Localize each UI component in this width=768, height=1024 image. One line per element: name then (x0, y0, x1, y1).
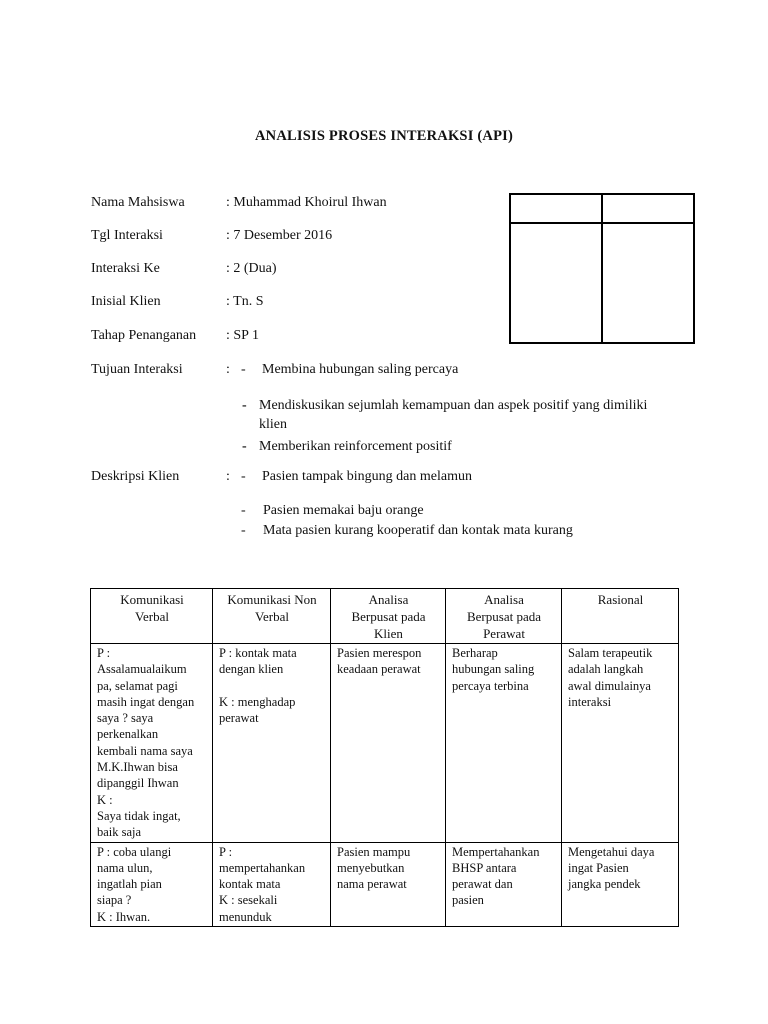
header-analisa-perawat (446, 589, 562, 644)
cell-verbal (91, 644, 213, 843)
cell-text-line: Berharap (452, 646, 498, 660)
cell-analisa-perawat (446, 644, 562, 843)
cell-rasional (562, 842, 679, 926)
header-analisa-klien (331, 589, 446, 644)
cell-text-line: menyebutkan (337, 860, 405, 875)
tujuan-item-2: Mendiskusikan sejumlah kemampuan dan aspek positif yang dimiliki (259, 398, 648, 413)
cell-text-line: jangka pendek (568, 877, 641, 892)
table-header-row (91, 589, 679, 644)
cell-text-line: P : kontak mata (219, 646, 297, 660)
cell-text-line: M.K.Ihwan bisa (97, 760, 178, 775)
cell-text-line: K : Ihwan. (97, 909, 151, 924)
document-title: ANALISIS PROSES INTERAKSI (API) (255, 128, 513, 144)
cell-text-line: Perawat (483, 626, 525, 641)
cell-text-line: pasien (452, 893, 484, 908)
cell-text-line: pa, selamat pagi (97, 678, 178, 693)
deskripsi-dash-1: - (241, 469, 246, 484)
cell-text-line: baik saja (97, 825, 142, 840)
field-label-interaksi-ke: Interaksi Ke (91, 261, 160, 276)
cell-text-line: Berpusat pada (351, 609, 426, 624)
deskripsi-item-1: Pasien tampak bingung dan melamun (262, 469, 472, 484)
cell-text-line: ingat Pasien (568, 860, 629, 875)
field-label-nama: Nama Mahsiswa (91, 195, 185, 210)
interaction-analysis-table (90, 588, 679, 927)
cell-text-line: Analisa (484, 592, 524, 607)
cell-text-line: P : (97, 646, 111, 660)
cell-text-line: P : (219, 844, 233, 859)
deskripsi-dash-2: - (241, 503, 246, 518)
cell-non-verbal (213, 842, 331, 926)
field-value-nama: : Muhammad Khoirul Ihwan (226, 195, 387, 210)
cell-text-line: Saya tidak ingat, (97, 808, 181, 823)
cell-text-line: keadaan perawat (337, 662, 421, 677)
table-row (91, 842, 679, 926)
deskripsi-colon: : (226, 469, 230, 484)
cell-text-line: mempertahankan (219, 860, 306, 875)
tujuan-item-3: Memberikan reinforcement positif (259, 439, 452, 454)
table-row (91, 644, 679, 843)
cell-text-line: kembali nama saya (97, 743, 193, 758)
cell-text-line: Pasien mampu (337, 844, 411, 859)
field-label-tahap: Tahap Penanganan (91, 328, 197, 343)
cell-text-line: Mempertahankan (452, 844, 540, 859)
cell-text-line: Komunikasi (120, 592, 184, 607)
cell-text-line: Rasional (597, 592, 644, 607)
cell-text-line: interaksi (568, 694, 612, 709)
header-rasional (562, 589, 679, 644)
field-value-inisial: : Tn. S (226, 294, 264, 309)
cell-text-line: K : menghadap (219, 694, 296, 709)
cell-text-line: menunduk (219, 909, 272, 924)
cell-text-line: saya ? saya (97, 711, 154, 726)
field-value-interaksi-ke: : 2 (Dua) (226, 261, 277, 276)
cell-text-line: ingatlah pian (97, 877, 162, 892)
field-label-inisial: Inisial Klien (91, 294, 161, 309)
cell-text-line (219, 678, 325, 694)
deskripsi-label: Deskripsi Klien (91, 469, 180, 484)
cell-non-verbal (213, 644, 331, 843)
cell-text-line: Berpusat pada (466, 609, 541, 624)
cell-rasional (562, 644, 679, 843)
cell-analisa-perawat (446, 842, 562, 926)
cell-text-line: Pasien merespon (337, 646, 422, 660)
cell-text-line: kontak mata (219, 877, 281, 892)
cell-text-line: siapa ? (97, 893, 132, 908)
cell-text-line: Salam terapeutik (568, 646, 653, 660)
cell-text-line: perkenalkan (97, 727, 159, 742)
cell-text-line: K : (97, 792, 113, 807)
signature-box (509, 193, 695, 344)
cell-text-line: percaya terbina (452, 678, 529, 693)
cell-text-line: nama ulun, (97, 860, 153, 875)
cell-text-line: adalah langkah (568, 662, 644, 677)
cell-text-line: Assalamualaikum (97, 662, 187, 677)
cell-text-line: nama perawat (337, 877, 407, 892)
cell-text-line: dipanggil Ihwan (97, 776, 179, 791)
cell-verbal (91, 842, 213, 926)
cell-text-line: masih ingat dengan (97, 694, 195, 709)
cell-text-line: awal dimulainya (568, 678, 651, 693)
cell-analisa-klien (331, 644, 446, 843)
cell-text-line: dengan klien (219, 662, 284, 677)
cell-text-line: perawat dan (452, 877, 513, 892)
tujuan-dash-3: - (242, 439, 247, 454)
cell-text-line: Mengetahui daya (568, 844, 655, 859)
tujuan-item-1: Membina hubungan saling percaya (262, 362, 459, 377)
tujuan-colon: : (226, 362, 230, 377)
cell-text-line: Analisa (368, 592, 409, 607)
cell-text-line: Verbal (135, 609, 169, 624)
cell-text-line: K : sesekali (219, 893, 278, 908)
cell-text-line: Komunikasi Non (227, 592, 317, 607)
cell-analisa-klien (331, 842, 446, 926)
cell-text-line: perawat (219, 711, 259, 726)
tujuan-dash-2: - (242, 398, 247, 413)
tujuan-dash-1: - (241, 362, 246, 377)
cell-text-line: hubungan saling (452, 662, 535, 677)
cell-text-line: Klien (374, 626, 403, 641)
deskripsi-item-3: Mata pasien kurang kooperatif dan kontak mata kurang (263, 523, 573, 538)
header-komunikasi-non-verbal (213, 589, 331, 644)
cell-text-line: BHSP antara (452, 860, 517, 875)
header-komunikasi-verbal (91, 589, 213, 644)
deskripsi-dash-3: - (241, 523, 246, 538)
cell-text-line: Verbal (255, 609, 289, 624)
tujuan-item-2-cont: klien (259, 417, 287, 432)
box-divider-vertical (601, 195, 603, 342)
deskripsi-item-2: Pasien memakai baju orange (263, 503, 424, 518)
cell-text-line: P : coba ulangi (97, 844, 172, 859)
tujuan-label: Tujuan Interaksi (91, 362, 183, 377)
field-label-tgl: Tgl Interaksi (91, 228, 163, 243)
field-value-tahap: : SP 1 (226, 328, 259, 343)
field-value-tgl: : 7 Desember 2016 (226, 228, 333, 243)
